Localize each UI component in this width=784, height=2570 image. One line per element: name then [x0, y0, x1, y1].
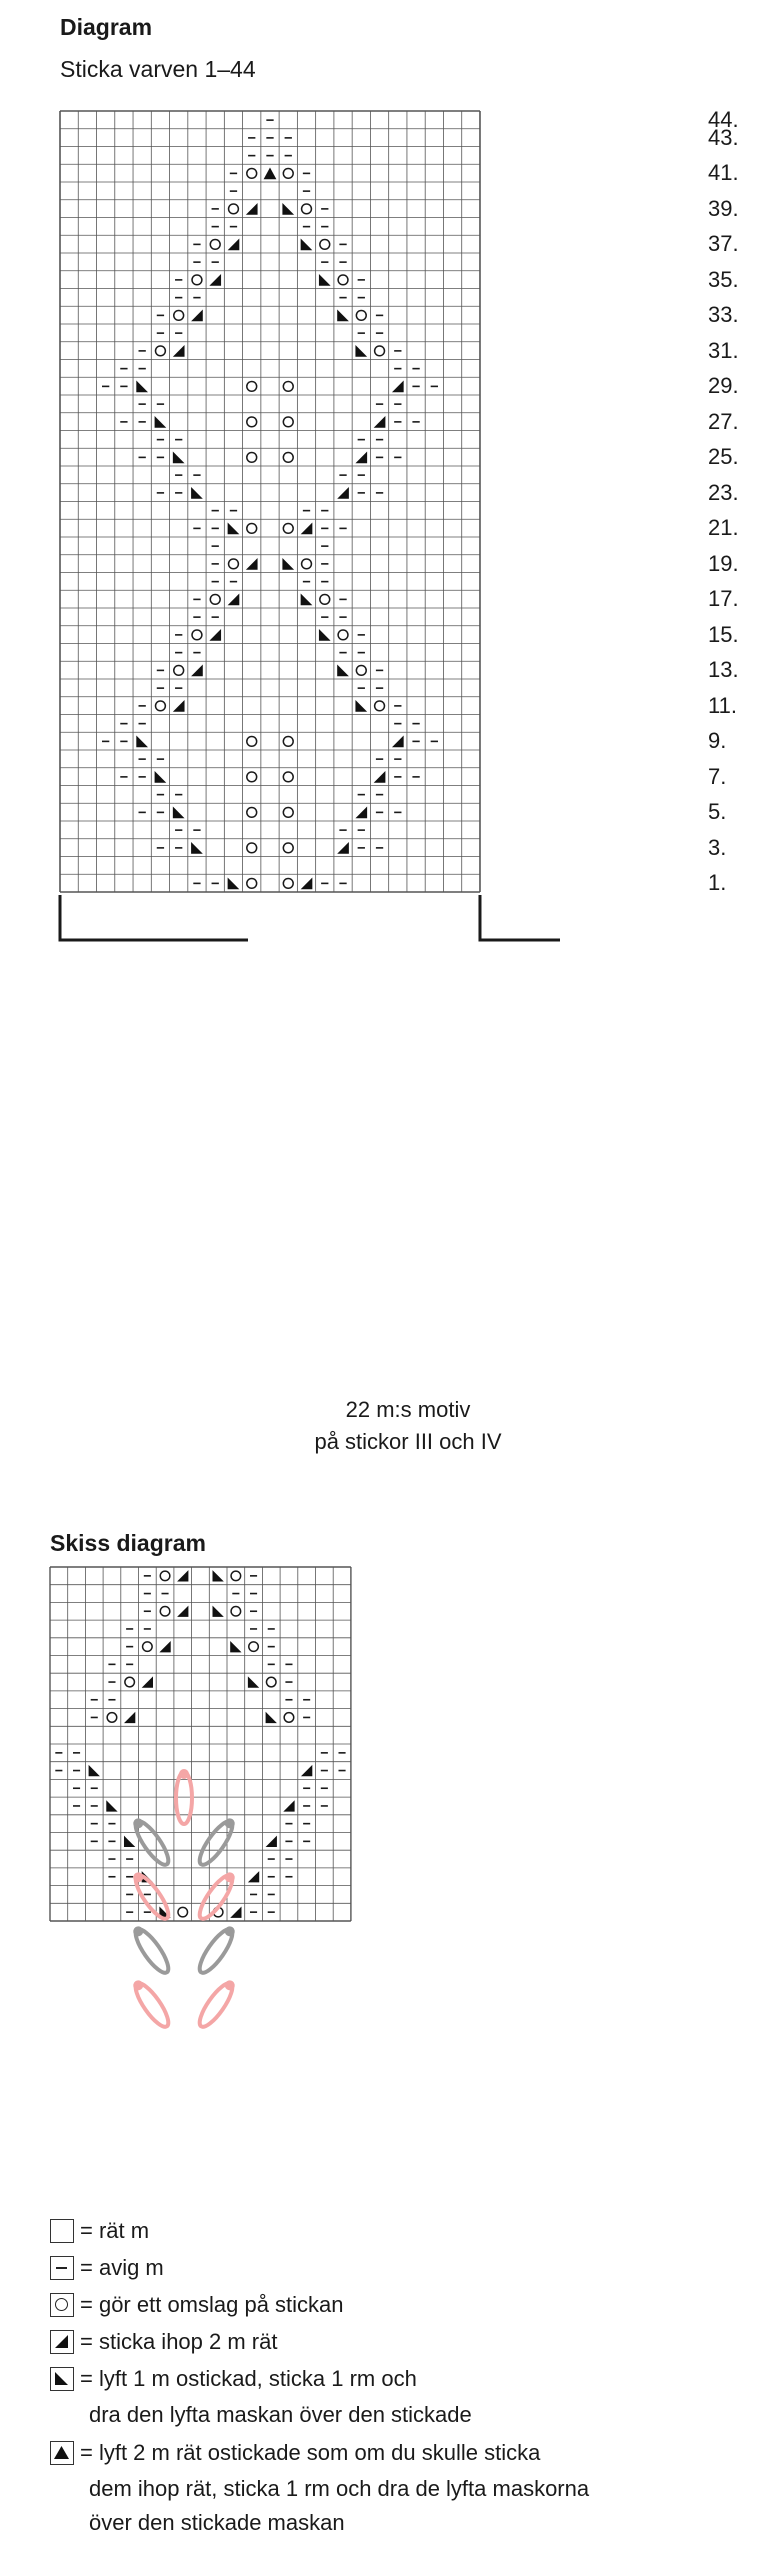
- skp-mark: [124, 1836, 135, 1847]
- triangle-right-icon: [50, 2330, 74, 2354]
- row-label: 11.: [708, 692, 737, 718]
- k2tog-mark: [124, 1712, 135, 1723]
- k2tog-mark: [230, 1906, 241, 1917]
- row-label: 43.: [708, 124, 739, 150]
- row-label: 29.: [708, 373, 739, 399]
- row-label: 1.: [708, 870, 727, 896]
- left-leaf-tip: [131, 1978, 145, 1992]
- yarnover-mark: [125, 1677, 135, 1687]
- row-label: 21.: [708, 515, 739, 541]
- legend-item-skp-continued: dra den lyfta maskan över den stickade: [89, 2402, 472, 2427]
- right-leaf-tip: [223, 1816, 237, 1830]
- motif-caption-line1: 22 m:s motiv: [345, 1397, 471, 1422]
- skp-mark: [230, 1641, 241, 1652]
- left-leaf: [129, 1923, 174, 1977]
- skp-mark: [212, 1606, 223, 1617]
- empty-cell-icon: [50, 2219, 74, 2243]
- row-label: 15.: [708, 621, 739, 647]
- row-label: 33.: [708, 302, 739, 328]
- yarnover-mark: [266, 1677, 276, 1687]
- skp-mark: [266, 1712, 277, 1723]
- k2tog-mark: [283, 1800, 294, 1811]
- yarnover-mark: [143, 1642, 153, 1652]
- right-leaf: [195, 1923, 240, 1977]
- skp-mark: [89, 1765, 100, 1776]
- motif-caption-line2: på stickor III och IV: [314, 1429, 502, 1454]
- legend-item-purl: = avig m: [50, 2253, 164, 2281]
- row-label: 13.: [708, 657, 739, 683]
- row-label: 9.: [708, 728, 727, 754]
- row-label: 17.: [708, 586, 739, 612]
- right-leaf: [195, 1869, 240, 1923]
- yarnover-mark: [249, 1642, 259, 1652]
- row-label: 39.: [708, 195, 739, 221]
- legend-item-sk2p: = lyft 2 m rät ostickade som om du skulle sticka: [50, 2438, 540, 2466]
- legend-item-sk2p-continued-1: dem ihop rät, sticka 1 rm och dra de lyfta maskorna: [89, 2476, 590, 2501]
- circle-icon: [50, 2293, 74, 2317]
- k2tog-mark: [177, 1570, 188, 1581]
- row-label: 41.: [708, 160, 739, 186]
- diagram-subtitle: Sticka varven 1–44: [60, 56, 256, 82]
- skp-mark: [106, 1800, 117, 1811]
- right-leaf-tip: [223, 1924, 237, 1938]
- row-label: 44.: [708, 106, 739, 132]
- left-leaf: [129, 1977, 174, 2031]
- row-label: 23.: [708, 479, 739, 505]
- dash-icon: [50, 2256, 74, 2280]
- legend-item-skp: = lyft 1 m ostickad, sticka 1 rm och: [50, 2364, 417, 2392]
- diagram-title: Diagram: [60, 14, 153, 40]
- row-label: 25.: [708, 444, 739, 470]
- legend-item-sk2p-continued-2: över den stickade maskan: [89, 2510, 345, 2535]
- triangle-up-icon: [50, 2441, 74, 2465]
- legend-item-yarnover: = gör ett omslag på stickan: [50, 2290, 344, 2318]
- center-leaf: [176, 1769, 192, 1824]
- k2tog-mark: [248, 1871, 259, 1882]
- k2tog-mark: [301, 1765, 312, 1776]
- row-label: 19.: [708, 550, 739, 576]
- k2tog-mark: [142, 1676, 153, 1687]
- left-leaf: [129, 1815, 174, 1869]
- right-leaf-tip: [223, 1978, 237, 1992]
- row-label: 31.: [708, 337, 739, 363]
- sketch-title: Skiss diagram: [50, 1530, 206, 1556]
- skp-mark: [212, 1570, 223, 1581]
- right-leaf-tip: [223, 1870, 237, 1884]
- row-label: 7.: [708, 763, 727, 789]
- row-label: 3.: [708, 834, 727, 860]
- left-leaf-tip: [131, 1924, 145, 1938]
- k2tog-mark: [177, 1606, 188, 1617]
- left-leaf-tip: [131, 1816, 145, 1830]
- skp-mark: [248, 1676, 259, 1687]
- row-label: 35.: [708, 266, 739, 292]
- row-label: 5.: [708, 799, 727, 825]
- row-label: 27.: [708, 408, 739, 434]
- k2tog-mark: [159, 1641, 170, 1652]
- k2tog-mark: [266, 1836, 277, 1847]
- right-leaf: [195, 1815, 240, 1869]
- center-leaf-tip: [179, 1769, 189, 1779]
- yarnover-mark: [284, 1713, 294, 1723]
- yarnover-mark: [160, 1571, 170, 1581]
- yarnover-mark: [160, 1606, 170, 1616]
- left-leaf: [129, 1869, 174, 1923]
- yarnover-mark: [231, 1571, 241, 1581]
- yarnover-mark: [231, 1606, 241, 1616]
- legend-item-knit: = rät m: [50, 2216, 149, 2244]
- row-label: 37.: [708, 231, 739, 257]
- triangle-left-icon: [50, 2367, 74, 2391]
- right-leaf: [195, 1977, 240, 2031]
- legend-item-k2tog: = sticka ihop 2 m rät: [50, 2327, 277, 2355]
- yarnover-mark: [178, 1907, 188, 1917]
- yarnover-mark: [107, 1713, 117, 1723]
